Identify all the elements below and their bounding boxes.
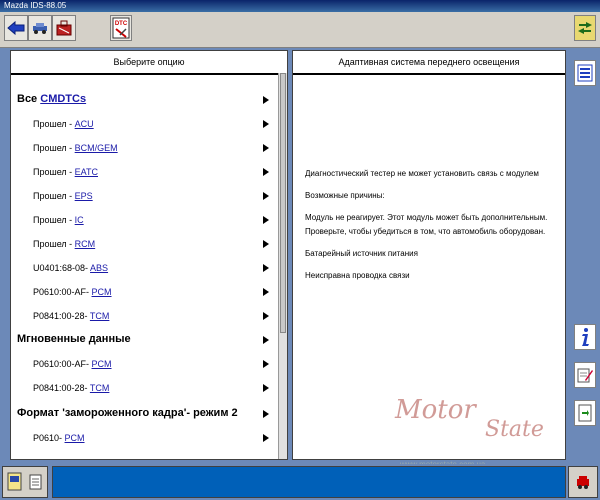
info-line: Диагностический тестер не может установить связь с модулем	[305, 169, 539, 178]
vehicle-button[interactable]	[28, 15, 52, 41]
item-prefix: P0610:00-AF-	[33, 287, 92, 297]
report-icon[interactable]	[7, 472, 23, 492]
list-item[interactable]	[33, 359, 269, 369]
list-item[interactable]	[33, 167, 269, 177]
chevron-right-icon	[263, 216, 269, 224]
info-line: Возможные причины:	[305, 191, 385, 200]
info-header: Адаптивная система переднего освещения	[293, 51, 565, 75]
watermark-line2: State	[485, 417, 544, 442]
item-link[interactable]: PCM	[91, 287, 112, 297]
notepad-edit-button[interactable]	[574, 362, 596, 388]
item-prefix: P0610:00-AF-	[33, 359, 92, 369]
vehicle-icon	[31, 21, 49, 35]
item-prefix: Прошел -	[33, 143, 75, 153]
toolbox-button[interactable]	[52, 15, 76, 41]
section-title: Все	[17, 93, 41, 105]
options-panel	[10, 50, 288, 460]
section-snapshot-data[interactable]	[17, 333, 269, 345]
item-link[interactable]: TCM	[89, 383, 110, 393]
refresh-document-icon	[577, 404, 593, 422]
toolbar	[0, 12, 600, 48]
item-link[interactable]: EPS	[74, 191, 93, 201]
item-link[interactable]: EATC	[74, 167, 98, 177]
connection-status	[568, 466, 598, 498]
chevron-right-icon	[263, 288, 269, 296]
section-all-cmdtcs[interactable]	[17, 93, 269, 105]
motorstate-watermark	[395, 395, 544, 442]
item-prefix: P0841:00-28-	[33, 383, 90, 393]
options-header: Выберите опцию	[11, 51, 287, 75]
chevron-right-icon	[263, 360, 269, 368]
vehicle-connection-icon	[575, 474, 591, 490]
dtc-button[interactable]	[110, 15, 132, 41]
item-link[interactable]: ACU	[74, 119, 94, 129]
exit-button[interactable]	[574, 15, 596, 41]
info-line: Батарейный источник питания	[305, 249, 418, 258]
list-item[interactable]	[33, 433, 269, 443]
list-item[interactable]	[33, 287, 269, 297]
item-link[interactable]: BCM/GEM	[74, 143, 118, 153]
chevron-right-icon	[263, 410, 269, 418]
options-scrollbar[interactable]	[278, 73, 287, 459]
section-freeze-frame[interactable]	[17, 407, 269, 419]
item-link[interactable]: TCM	[89, 311, 110, 321]
item-prefix: Прошел -	[33, 215, 75, 225]
list-icon	[577, 64, 593, 82]
dtc-label: DTC	[114, 21, 128, 27]
list-item[interactable]	[33, 263, 269, 273]
back-button[interactable]	[4, 15, 28, 41]
section-title: Формат 'замороженного кадра'- режим 2	[17, 407, 238, 419]
info-line: Неисправна проводка связи	[305, 271, 410, 280]
refresh-document-button[interactable]	[574, 400, 596, 426]
status-bar	[0, 464, 600, 500]
main-area	[8, 50, 568, 460]
item-link[interactable]: PCM	[91, 359, 112, 369]
info-line: Проверьте, чтобы убедиться в том, что автомобиль оборудован.	[305, 227, 546, 236]
info-line: Модуль не реагирует. Этот модуль может быть дополнительным.	[305, 213, 548, 222]
chevron-right-icon	[263, 434, 269, 442]
item-prefix: Прошел -	[33, 191, 75, 201]
notepad-edit-icon	[576, 366, 594, 384]
list-item[interactable]	[33, 311, 269, 321]
item-prefix: Прошел -	[33, 239, 75, 249]
item-link[interactable]: IC	[74, 215, 84, 225]
scrollbar-thumb[interactable]	[280, 73, 286, 333]
item-prefix: U0401:68-08-	[33, 263, 91, 273]
document-icon[interactable]	[29, 474, 43, 490]
chevron-right-icon	[263, 240, 269, 248]
list-item[interactable]	[33, 239, 269, 249]
item-prefix: P0610-	[33, 433, 65, 443]
item-link[interactable]: PCM	[64, 433, 85, 443]
info-button[interactable]	[574, 324, 596, 350]
item-link[interactable]: ABS	[90, 263, 109, 273]
list-item[interactable]	[33, 215, 269, 225]
chevron-right-icon	[263, 96, 269, 104]
status-message-area	[52, 466, 566, 498]
list-button[interactable]	[574, 60, 596, 86]
item-prefix: Прошел -	[33, 119, 75, 129]
toolbox-icon	[55, 19, 73, 37]
list-item[interactable]	[33, 191, 269, 201]
chevron-right-icon	[263, 384, 269, 392]
chevron-right-icon	[263, 264, 269, 272]
section-title: Мгновенные данные	[17, 333, 131, 345]
cmdtcs-link[interactable]: CMDTCs	[40, 93, 87, 105]
chevron-right-icon	[263, 192, 269, 200]
list-item[interactable]	[33, 119, 269, 129]
chevron-right-icon	[263, 336, 269, 344]
item-link[interactable]: RCM	[74, 239, 96, 249]
exit-arrow-icon	[577, 21, 593, 35]
window-title: Mazda IDS-88.05	[0, 0, 600, 12]
watermark-line1: Motor	[395, 395, 476, 425]
item-prefix: Прошел -	[33, 167, 75, 177]
back-arrow-icon	[7, 21, 25, 35]
chevron-right-icon	[263, 144, 269, 152]
status-tools	[2, 466, 48, 498]
chevron-right-icon	[263, 120, 269, 128]
info-icon	[577, 327, 593, 347]
chevron-right-icon	[263, 168, 269, 176]
list-item[interactable]	[33, 143, 269, 153]
dtc-icon	[112, 17, 130, 39]
chevron-right-icon	[263, 312, 269, 320]
item-prefix: P0841:00-28-	[33, 311, 90, 321]
list-item[interactable]	[33, 383, 269, 393]
